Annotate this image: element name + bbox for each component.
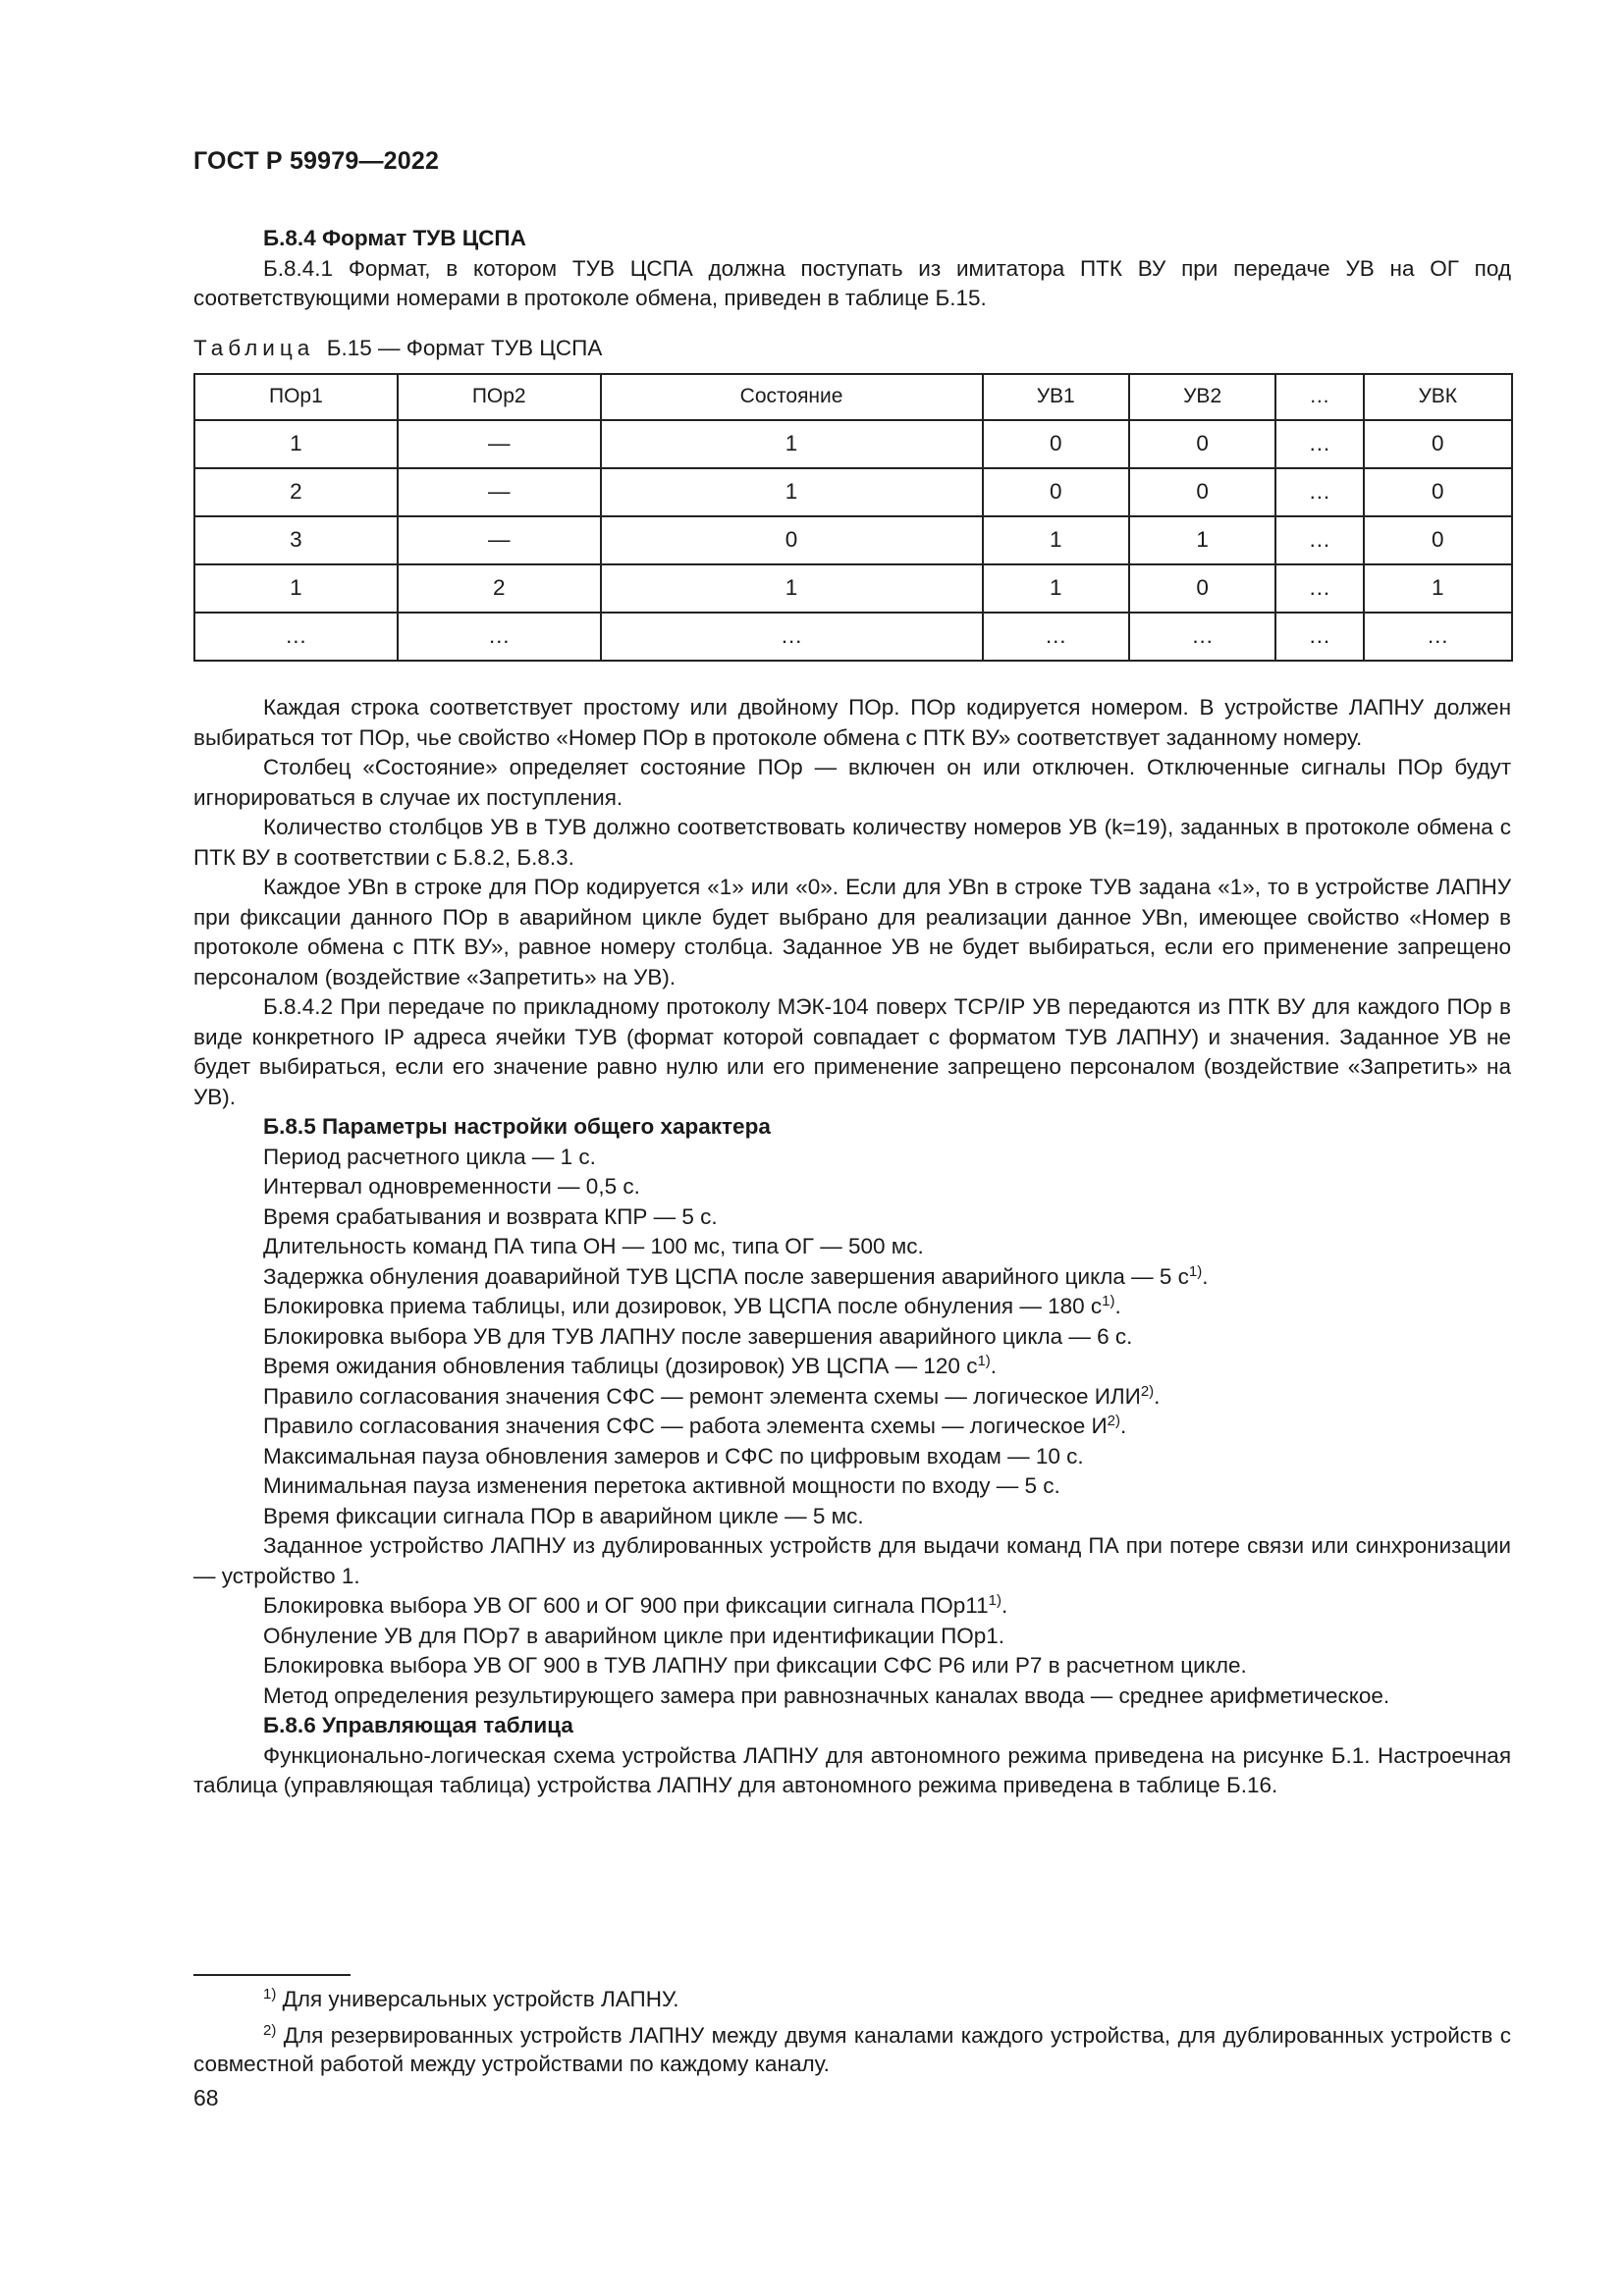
parameter-item: Задержка обнуления доаварийной ТУВ ЦСПА после завершения аварийного цикла — 5 $с^{1)}$. [263, 1262, 1209, 1289]
parameter-item: Время ожидания обновления таблицы (дозировок) УВ ЦСПА — 120 $с^{1)}$. [263, 1353, 998, 1378]
body-paragraph: Количество столбцов УВ в ТУВ должно соответствовать количеству номеров УВ (k=19), заданных в протоколе обмена с ПТК ВУ в соответствии с Б.8.2, Б.8.3. [193, 815, 1511, 870]
table-cell: … [398, 613, 601, 661]
table-cell: — [398, 516, 601, 564]
table-row [194, 564, 1512, 613]
table-cell: 0 [1364, 516, 1512, 564]
table-cell: … [1275, 420, 1363, 468]
table-cell: 0 [983, 420, 1129, 468]
section-heading-b86: Б.8.6 Управляющая таблица [263, 1713, 573, 1737]
table-cell: — [398, 420, 601, 468]
paragraph-b86: Функционально-логическая схема устройства ЛАПНУ для автономного режима приведена на рисунке Б.1. Настроечная таблица (управляющая таблица) устройства ЛАПНУ для автономного режима приведена в таблице Б.16. [193, 1742, 1511, 1797]
header-cell: ПОр1 [194, 374, 398, 420]
table-cell: … [1129, 613, 1275, 661]
table-cell: 0 [1129, 564, 1275, 613]
table-header-row [194, 374, 1512, 420]
table-cell: 0 [1129, 420, 1275, 468]
parameter-item: Интервал одновременности — 0,5 с. [263, 1174, 640, 1199]
parameter-item: Блокировка выбора УВ ОГ 600 и ОГ 900 при фиксации сигнала ПОр11$^{1)}$. [263, 1592, 1008, 1618]
page-number: 68 [193, 2085, 219, 2110]
table-cell: 0 [1364, 420, 1512, 468]
table-row [194, 516, 1512, 564]
body-paragraph: Каждая строка соответствует простому или двойному ПОр. ПОр кодируется номером. В устройстве ЛАПНУ должен выбираться тот ПОр, чье свойство «Номер ПОр в протоколе обмена с ПТК ВУ» соответствует заданному номеру. [193, 695, 1511, 750]
document-header: ГОСТ Р 59979—2022 [193, 147, 440, 175]
header-cell: Состояние [601, 374, 983, 420]
table-cell: 1 [1129, 516, 1275, 564]
table-caption-text: Б.15 — Формат ТУВ ЦСПА [326, 335, 603, 360]
header-cell: … [1275, 374, 1363, 420]
header-cell: ПОр2 [398, 374, 601, 420]
table-cell: 0 [983, 468, 1129, 516]
footnotes [193, 1985, 1511, 2086]
table-row [194, 468, 1512, 516]
footnote-separator [193, 1974, 351, 1976]
table-cell: 2 [194, 468, 398, 516]
header-cell: УВ1 [983, 374, 1129, 420]
table-cell: … [1275, 564, 1363, 613]
table-caption [193, 334, 1511, 364]
parameter-item: Время срабатывания и возврата КПР — 5 с. [263, 1203, 718, 1229]
parameter-item: Максимальная пауза обновления замеров и СФС по цифровым входам — 10 с. [263, 1443, 1084, 1468]
footnote-ref: 1) [988, 1592, 1002, 1609]
table-row [194, 613, 1512, 661]
footnote-ref: 1) [1188, 1262, 1203, 1280]
header-cell: УВ2 [1129, 374, 1275, 420]
table-cell: 1 [1364, 564, 1512, 613]
parameter-item: Блокировка выбора УВ ОГ 900 в ТУВ ЛАПНУ при фиксации СФС Р6 или Р7 в расчетном цикле. [263, 1653, 1247, 1678]
parameter-item: Длительность команд ПА типа ОН — 100 мс, типа ОГ — 500 мс. [263, 1234, 924, 1258]
footnote-mark: 1) [263, 1986, 277, 2002]
parameter-item: Период расчетного цикла — 1 с. [263, 1144, 596, 1169]
parameter-item: Обнуление УВ для ПОр7 в аварийном цикле при идентификации ПОр1. [263, 1623, 1005, 1648]
table-cell: 1 [601, 468, 983, 516]
parameter-item: Заданное устройство ЛАПНУ из дублированных устройств для выдачи команд ПА при потере связи или синхронизации — устройство 1. [193, 1533, 1511, 1588]
table-cell: … [194, 613, 398, 661]
table-cell: 1 [194, 420, 398, 468]
table-cell: … [983, 613, 1129, 661]
table-cell: … [1275, 613, 1363, 661]
parameter-item: Правило согласования значения СФС — работа элемента схемы — логическое $И^{2)}$. [263, 1413, 1127, 1438]
footnote-ref: 2) [1107, 1413, 1120, 1429]
body-paragraph: Каждое УВn в строке для ПОр кодируется «1» или «0». Если для УВn в строке ТУВ задана «1», то в устройстве ЛАПНУ при фиксации данного ПОр в аварийном цикле будет выбрано для реализации данное УВn, имеющее свойство «Номер в протоколе обмена с ПТК ВУ», равное номеру столбца. Заданное УВ не будет выбираться, если его применение запрещено персоналом (воздействие «Запретить» на УВ). [193, 875, 1511, 989]
table-cell: 0 [601, 516, 983, 564]
paragraph-b842: Б.8.4.2 При передаче по прикладному протоколу МЭК-104 поверх TCP/IP УВ передаются из ПТК ВУ для каждого ПОр в виде конкретного IP адреса ячейки ТУВ (формат которой совпадает с форматом ТУВ ЛАПНУ) и значения. Заданное УВ не будет выбираться, если его значение равно нулю или его применение запрещено персоналом (воздействие «Запретить» на УВ). [193, 994, 1511, 1109]
footnote-ref: 1) [1102, 1293, 1115, 1309]
table-cell: 1 [983, 516, 1129, 564]
table-cell: 0 [1129, 468, 1275, 516]
footnote-mark: 2) [263, 2022, 277, 2039]
parameter-item: Блокировка приема таблицы, или дозировок, УВ ЦСПА после обнуления — 180 $с^{1)}$. [263, 1293, 1121, 1318]
section-heading-b84: Б.8.4 Формат ТУВ ЦСПА [263, 226, 526, 250]
table-cell: … [1364, 613, 1512, 661]
footnote-ref: 1) [977, 1353, 991, 1369]
table-row [194, 420, 1512, 468]
table-cell: 3 [194, 516, 398, 564]
format-table [193, 373, 1513, 662]
footnote-1: $^{1)}$ Для универсальных устройств ЛАПНУ. [263, 1986, 679, 2011]
parameter-item: Минимальная пауза изменения перетока активной мощности по входу — 5 с. [263, 1473, 1060, 1498]
table-cell: 0 [1364, 468, 1512, 516]
footnote-2: $^{2)}$ Для резервированных устройств ЛАПНУ между двумя каналами каждого устройства, для дублированных устройств с совместной работой между устройствами по каждому каналу. [193, 2022, 1511, 2076]
table-caption-label: Таблица [193, 335, 315, 360]
parameter-item: Метод определения результирующего замера при равнозначных каналах ввода — среднее арифметическое. [263, 1682, 1390, 1708]
parameter-item: Время фиксации сигнала ПОр в аварийном цикле — 5 мс. [263, 1503, 864, 1528]
table-cell: … [1275, 516, 1363, 564]
table-cell: … [601, 613, 983, 661]
table-cell: 2 [398, 564, 601, 613]
parameter-item: Блокировка выбора УВ для ТУВ ЛАПНУ после завершения аварийного цикла — 6 с. [263, 1323, 1133, 1349]
table-cell: 1 [194, 564, 398, 613]
table-cell: … [1275, 468, 1363, 516]
parameter-item: Правило согласования значения СФС — ремонт элемента схемы — логическое ИЛИ$^{2)}$. [263, 1382, 1161, 1409]
body-paragraph: Столбец «Состояние» определяет состояние ПОр — включен он или отключен. Отключенные сигналы ПОр будут игнорироваться в случае их поступления. [193, 755, 1511, 810]
main-content [193, 224, 1511, 1801]
table-cell: 1 [601, 420, 983, 468]
paragraph-b841: Б.8.4.1 Формат, в котором ТУВ ЦСПА должна поступать из имитатора ПТК ВУ при передаче УВ на ОГ под соответствующими номерами в протоколе обмена, приведен в таблице Б.15. [193, 255, 1511, 310]
footnote-ref: 2) [1140, 1382, 1155, 1400]
table-cell: — [398, 468, 601, 516]
header-cell: УВК [1364, 374, 1512, 420]
table-cell: 1 [601, 564, 983, 613]
section-heading-b85: Б.8.5 Параметры настройки общего характера [263, 1114, 771, 1139]
table-cell: 1 [983, 564, 1129, 613]
